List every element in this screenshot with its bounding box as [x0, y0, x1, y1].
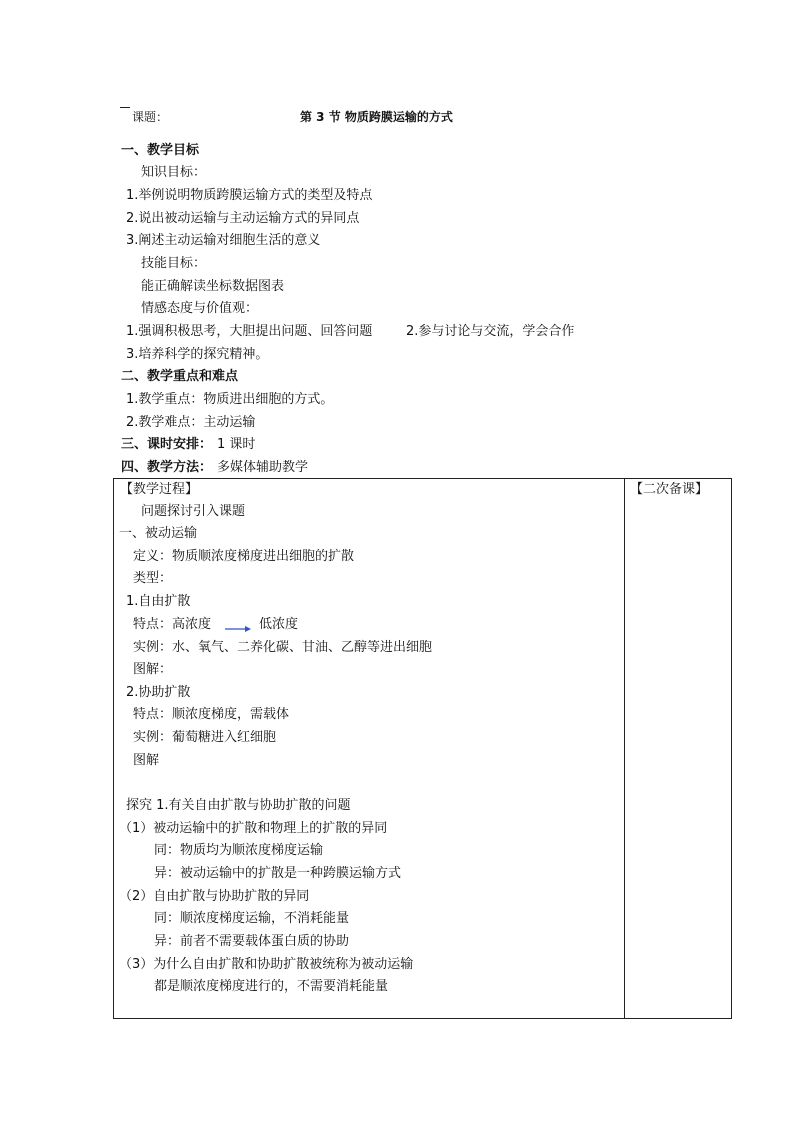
process-line: 异：前者不需要载体蛋白质的协助 — [154, 934, 350, 949]
table-column-divider — [624, 478, 625, 1019]
process-line: 问题探讨引入课题 — [141, 504, 246, 519]
lesson-label: 课题： — [132, 110, 169, 124]
section-method: 四、教学方法： — [121, 460, 213, 475]
method-value: 多媒体辅助教学 — [217, 460, 309, 475]
knowledge-objective-1: 1.举例说明物质跨膜运输方式的类型及特点 — [126, 188, 373, 203]
process-line: 实例：葡萄糖进入红细胞 — [133, 730, 277, 745]
section-teaching-objectives: 一、教学目标 — [121, 143, 200, 158]
emotion-objective-2: 2.参与讨论与交流，学会合作 — [406, 324, 575, 339]
skill-objectives-label: 技能目标： — [141, 256, 207, 271]
process-line: 异：被动运输中的扩散是一种跨膜运输方式 — [154, 866, 402, 881]
process-line: 一、被动运输 — [119, 526, 198, 541]
knowledge-objective-2: 2.说出被动运输与主动运输方式的异同点 — [126, 211, 360, 226]
header-dash — [120, 107, 130, 108]
section-schedule: 三、课时安排： — [121, 437, 213, 452]
process-line: （2）自由扩散与协助扩散的异同 — [119, 889, 310, 904]
emotion-objective-1: 1.强调积极思考，大胆提出问题、回答问题 — [126, 324, 373, 339]
lesson-title: 第 3 节 物质跨膜运输的方式 — [300, 110, 453, 124]
process-line: 1.自由扩散 — [126, 594, 191, 609]
process-line: 探究 1.有关自由扩散与协助扩散的问题 — [126, 798, 351, 813]
process-line: 定义：物质顺浓度梯度进出细胞的扩散 — [133, 549, 355, 564]
process-line: （1）被动运输中的扩散和物理上的扩散的异同 — [119, 821, 388, 836]
arrow-right-icon — [224, 622, 252, 636]
process-line: 图解 — [133, 753, 160, 768]
teaching-process-header: 【教学过程】 — [120, 482, 199, 497]
section-key-points: 二、教学重点和难点 — [121, 369, 239, 384]
process-line: 类型： — [133, 571, 173, 586]
process-line: 同：物质均为顺浓度梯度运输 — [154, 843, 324, 858]
process-line: 特点：高浓度 — [133, 617, 212, 632]
second-prep-header: 【二次备课】 — [630, 482, 709, 497]
process-line: 特点：顺浓度梯度，需载体 — [133, 707, 290, 722]
process-line: 都是顺浓度梯度进行的，不需要消耗能量 — [154, 979, 389, 994]
process-line: 同：顺浓度梯度运输，不消耗能量 — [154, 911, 350, 926]
skill-objective-1: 能正确解读坐标数据图表 — [141, 279, 285, 294]
emotion-objectives-label: 情感态度与价值观： — [141, 301, 259, 316]
process-line: （3）为什么自由扩散和协助扩散被统称为被动运输 — [119, 957, 414, 972]
process-line: 低浓度 — [259, 617, 299, 632]
process-line: 图解： — [133, 662, 173, 677]
process-line: 2.协助扩散 — [126, 685, 191, 700]
process-line: 实例：水、氧气、二养化碳、甘油、乙醇等进出细胞 — [133, 640, 433, 655]
knowledge-objectives-label: 知识目标： — [141, 165, 207, 180]
difficult-point: 2.教学难点：主动运输 — [126, 415, 256, 430]
emotion-objective-3: 3.培养科学的探究精神。 — [126, 347, 269, 362]
schedule-value: 1 课时 — [217, 437, 256, 452]
key-point: 1.教学重点：物质进出细胞的方式。 — [126, 392, 334, 407]
knowledge-objective-3: 3.阐述主动运输对细胞生活的意义 — [126, 233, 321, 248]
